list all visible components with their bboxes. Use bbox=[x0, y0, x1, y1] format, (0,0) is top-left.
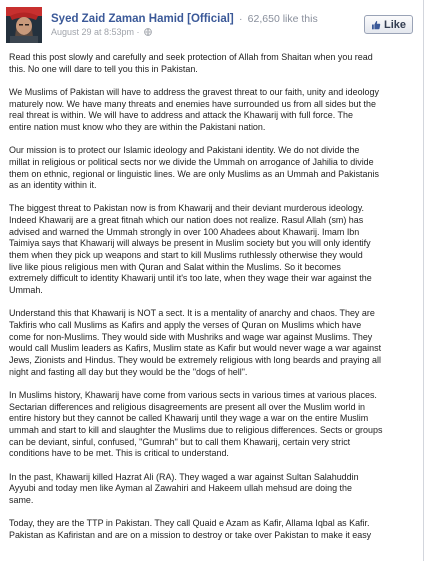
like-count: 62,650 like this bbox=[247, 13, 318, 25]
separator: · bbox=[238, 13, 243, 25]
post-paragraph: Our mission is to protect our Islamic ideology and Pakistani identity. We do not divide the millat in religious or political sects nor we divide the Ummah on arrogance of Jahilia to divide them on ethnic, regional or linguistic lines. We are only Muslims as an Ummah and Pakistanis as an identity within it. bbox=[9, 145, 379, 191]
page-name-link[interactable]: Syed Zaid Zaman Hamid [Official] bbox=[51, 13, 234, 25]
post-paragraph: In the past, Khawarij killed Hazrat Ali (RA). They waged a war against Sultan Salahuddin Ayyubi and today men like Ayman al Zawahiri and Hakeem ullah mehsud are doing the same. bbox=[9, 471, 359, 505]
post-paragraph: The biggest threat to Pakistan now is from Khawarij and their deviant murderous ideology. Indeed Khawarij are a great fitnah which our nation does not realize. Rasul Allah (sm) has advised and warned the Ummah strongly in over 100 Ahadees about Khawarij. Imam Ibn Taimiya says that Khawarij will always be present in Muslim society but you will only identify them when they pick up weapons and start to kill Muslims ruthlessly otherwise they would live like pious religious men with Quran and Salat within the Muslims. So it becomes extremely difficult to identity Khawarij until it's too late, when they wage their war against the Ummah. bbox=[9, 203, 372, 296]
post-header bbox=[0, 0, 424, 46]
timestamp-row bbox=[51, 27, 152, 38]
avatar[interactable] bbox=[6, 7, 42, 43]
like-button[interactable] bbox=[364, 15, 413, 34]
page-name-row bbox=[51, 13, 318, 25]
profile-photo-icon bbox=[6, 7, 42, 43]
post-paragraph: Read this post slowly and carefully and seek protection of Allah from Shaitan when you read this. No one will dare to tell you this in Pakistan. bbox=[9, 52, 373, 74]
post-body bbox=[9, 52, 409, 553]
post-paragraph: In Muslims history, Khawarij have come from various sects in various times at various places. Sectarian differences and religious disagreements are present all over the Muslim world in entire history but they cannot be called Khawarij until they wage a war on the entire Muslim ummah and start to kill and slaughter the Muslims due to religious differences. Sects or groups can be deviant, sinful, confused, "Gumrah" but to call them Khawarij, certain very strict conditions have to be met. This is critical to understand. bbox=[9, 389, 383, 459]
post-paragraph: We Muslims of Pakistan will have to address the gravest threat to our faith, unity and ideology maturely now. We have many threats and enemies have surrounded us from all sides but the real threat is within. We will have to address and attack the Khawarij with full force. The entire nation must know who they are within the Pakistani nation. bbox=[9, 86, 379, 132]
post-paragraph: Understand this that Khawarij is NOT a sect. It is a mentality of anarchy and chaos. They are Takfiris who call Muslims as Kafirs and apply the verses of Quran on Muslims which have come for non-Muslims. They would side with Mushriks and wage war against Muslims. They would call Muslim leaders as Kafirs, Muslim state as Kafir but would never wage a war against Jews, Zionists and Hindus. They would be extremely religious with long beards and praying all night and fasting all day but they would be the "dogs of hell". bbox=[9, 308, 382, 377]
like-button-label: Like bbox=[383, 18, 406, 31]
post-paragraph: Today, they are the TTP in Pakistan. They call Quaid e Azam as Kafir, Allama Iqbal as Kafir. Pakistan as Kafiristan and are on a mission to destroy or take over Pakistan to make it easy bbox=[9, 518, 372, 540]
thumbs-up-icon bbox=[371, 20, 381, 30]
timestamp[interactable]: August 29 at 8:53pm · bbox=[51, 27, 140, 37]
globe-icon bbox=[144, 28, 152, 38]
